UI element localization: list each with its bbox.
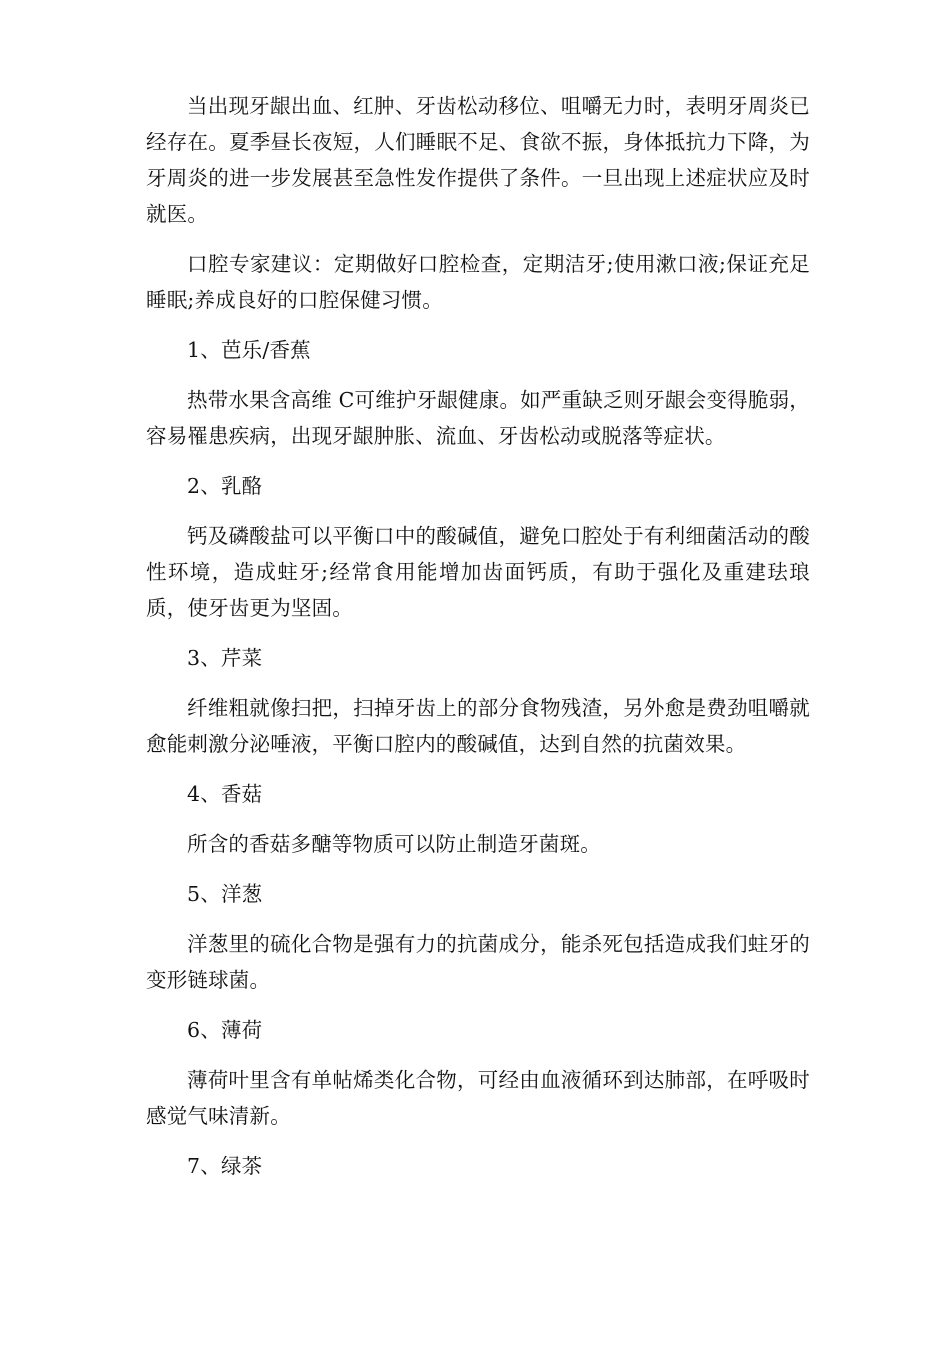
paragraph-guava-banana: 热带水果含高维 C可维护牙龈健康。如严重缺乏则牙龈会变得脆弱，容易罹患疾病，出现牙龈肿胀、流血、牙齿松动或脱落等症状。	[146, 388, 810, 448]
paragraph-mint: 薄荷叶里含有单帖烯类化合物，可经由血液循环到达肺部，在呼吸时感觉气味清新。	[146, 1068, 810, 1128]
heading-mint: 6、薄荷	[187, 1018, 263, 1042]
paragraph-cheese: 钙及磷酸盐可以平衡口中的酸碱值，避免口腔处于有利细菌活动的酸性环境，造成蛀牙;经常食用能增加齿面钙质，有助于强化及重建珐琅质，使牙齿更为坚固。	[146, 524, 810, 620]
heading-celery: 3、芹菜	[187, 646, 263, 670]
heading-onion: 5、洋葱	[187, 882, 263, 906]
paragraph-expert-advice: 口腔专家建议：定期做好口腔检查，定期洁牙;使用漱口液;保证充足睡眠;养成良好的口腔保健习惯。	[146, 252, 810, 312]
paragraph-celery: 纤维粗就像扫把，扫掉牙齿上的部分食物残渣，另外愈是费劲咀嚼就愈能刺激分泌唾液，平衡口腔内的酸碱值，达到自然的抗菌效果。	[146, 696, 810, 756]
heading-guava-banana: 1、芭乐/香蕉	[187, 338, 311, 362]
heading-green-tea: 7、绿茶	[187, 1154, 263, 1178]
heading-mushroom: 4、香菇	[187, 782, 263, 806]
paragraph-mushroom: 所含的香菇多醣等物质可以防止制造牙菌斑。	[187, 832, 601, 856]
paragraph-periodontitis-symptoms: 当出现牙龈出血、红肿、牙齿松动移位、咀嚼无力时，表明牙周炎已经存在。夏季昼长夜短，人们睡眠不足、食欲不振，身体抵抗力下降，为牙周炎的进一步发展甚至急性发作提供了条件。一旦出现上述症状应及时就医。	[146, 94, 810, 226]
heading-cheese: 2、乳酪	[187, 474, 263, 498]
paragraph-onion: 洋葱里的硫化合物是强有力的抗菌成分，能杀死包括造成我们蛀牙的变形链球菌。	[146, 932, 810, 992]
